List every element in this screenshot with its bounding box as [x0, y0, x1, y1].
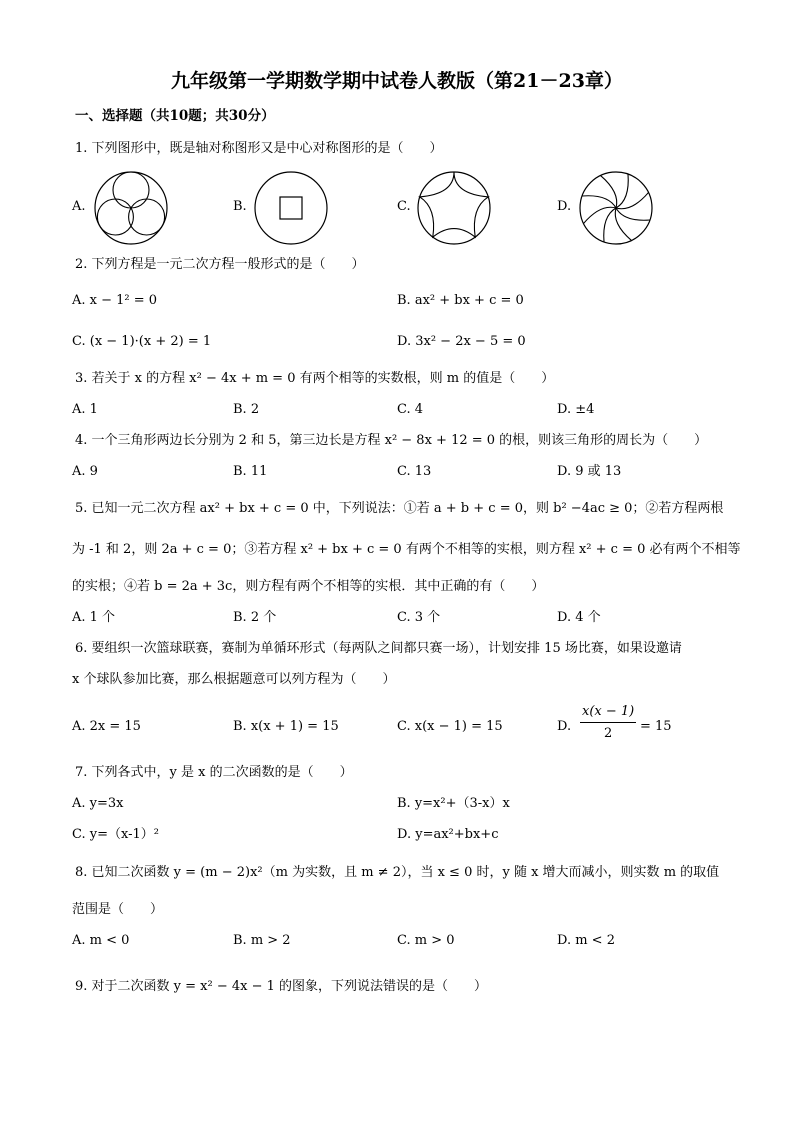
question-2-option-c: C. (x − 1)·(x + 2) = 1 [72, 334, 212, 349]
question-3-stem: 3. 若关于 x 的方程 x² − 4x + m = 0 有两个相等的实数根，则 m 的值是（ ） [75, 371, 555, 386]
question-6-option-a: A. 2x = 15 [72, 719, 141, 734]
fraction-denominator: 2 [603, 726, 613, 741]
question-6-line-2: x 个球队参加比赛，那么根据题意可以列方程为（ ） [72, 672, 396, 687]
figure-c-curved-pentagon [416, 170, 492, 246]
question-8-option-a: A. m < 0 [72, 933, 130, 948]
question-5-option-c: C. 3 个 [397, 610, 441, 625]
figure-d-pinwheel [578, 170, 654, 246]
question-8-option-b: B. m > 2 [233, 933, 291, 948]
question-5-option-a: A. 1 个 [72, 610, 116, 625]
question-7-option-a: A. y=3x [72, 796, 124, 811]
question-8-option-d: D. m < 2 [557, 933, 615, 948]
question-9-stem: 9. 对于二次函数 y = x² − 4x − 1 的图象，下列说法错误的是（ ） [75, 979, 488, 994]
question-5-line-3: 的实根；④若 b = 2a + 3c，则方程有两个不相等的实根．其中正确的有（ ） [72, 579, 545, 594]
question-8-line-1: 8. 已知二次函数 y = (m − 2)x²（m 为实数，且 m ≠ 2），当 x ≤ 0 时，y 随 x 增大而减小，则实数 m 的取值 [75, 865, 720, 880]
question-7-stem: 7. 下列各式中，y 是 x 的二次函数的是（ ） [75, 765, 353, 780]
question-6-option-d-fraction [580, 704, 636, 741]
question-6-option-b: B. x(x + 1) = 15 [233, 719, 339, 734]
question-7-option-b: B. y=x²+（3-x）x [397, 796, 510, 811]
question-1-option-d-label: D. [557, 199, 572, 214]
question-8-line-2: 范围是（ ） [72, 902, 164, 917]
figure-b-coin-square [253, 170, 329, 246]
question-7-option-c: C. y=（x-1）² [72, 827, 159, 842]
question-1-option-c-label: C. [397, 199, 411, 214]
question-3-option-b: B. 2 [233, 402, 260, 417]
question-2-option-a: A. x − 1² = 0 [72, 293, 158, 308]
question-6-option-c: C. x(x − 1) = 15 [397, 719, 503, 734]
figure-a-trefoil [93, 170, 169, 246]
question-2-stem: 2. 下列方程是一元二次方程一般形式的是（ ） [75, 257, 365, 272]
question-1-option-b-label: B. [233, 199, 247, 214]
question-1-stem: 1. 下列图形中，既是轴对称图形又是中心对称图形的是（ ） [75, 141, 443, 156]
question-5-option-b: B. 2 个 [233, 610, 277, 625]
question-1-option-a-label: A. [72, 199, 86, 214]
question-6-option-d-rhs: = 15 [640, 719, 672, 734]
question-8-option-c: C. m > 0 [397, 933, 455, 948]
question-2-option-d: D. 3x² − 2x − 5 = 0 [397, 334, 526, 349]
question-5-option-d: D. 4 个 [557, 610, 601, 625]
question-5-line-1: 5. 已知一元二次方程 ax² + bx + c = 0 中，下列说法：①若 a + b + c = 0，则 b² −4ac ≥ 0；②若方程两根 [75, 501, 724, 516]
question-2-option-b: B. ax² + bx + c = 0 [397, 293, 524, 308]
question-6-option-d-label: D. [557, 719, 572, 734]
question-3-option-a: A. 1 [72, 402, 98, 417]
question-6-line-1: 6. 要组织一次篮球联赛，赛制为单循环形式（每两队之间都只赛一场），计划安排 15 场比赛，如果设邀请 [75, 641, 682, 656]
question-4-option-b: B. 11 [233, 464, 268, 479]
question-3-option-c: C. 4 [397, 402, 424, 417]
section-heading: 一、选择题（共10题；共30分） [75, 108, 275, 124]
question-4-option-a: A. 9 [72, 464, 98, 479]
question-5-line-2: 为 -1 和 2，则 2a + c = 0；③若方程 x² + bx + c = 0 有两个不相等的实根，则方程 x² + c = 0 必有两个不相等 [72, 542, 741, 557]
question-7-option-d: D. y=ax²+bx+c [397, 827, 499, 842]
question-4-option-c: C. 13 [397, 464, 432, 479]
fraction-numerator: x(x − 1) [580, 704, 636, 723]
question-4-stem: 4. 一个三角形两边长分别为 2 和 5，第三边长是方程 x² − 8x + 12 = 0 的根，则该三角形的周长为（ ） [75, 433, 708, 448]
question-3-option-d: D. ±4 [557, 402, 595, 417]
page-title: 九年级第一学期数学期中试卷人教版（第21－23章） [171, 70, 623, 92]
question-4-option-d: D. 9 或 13 [557, 464, 622, 479]
